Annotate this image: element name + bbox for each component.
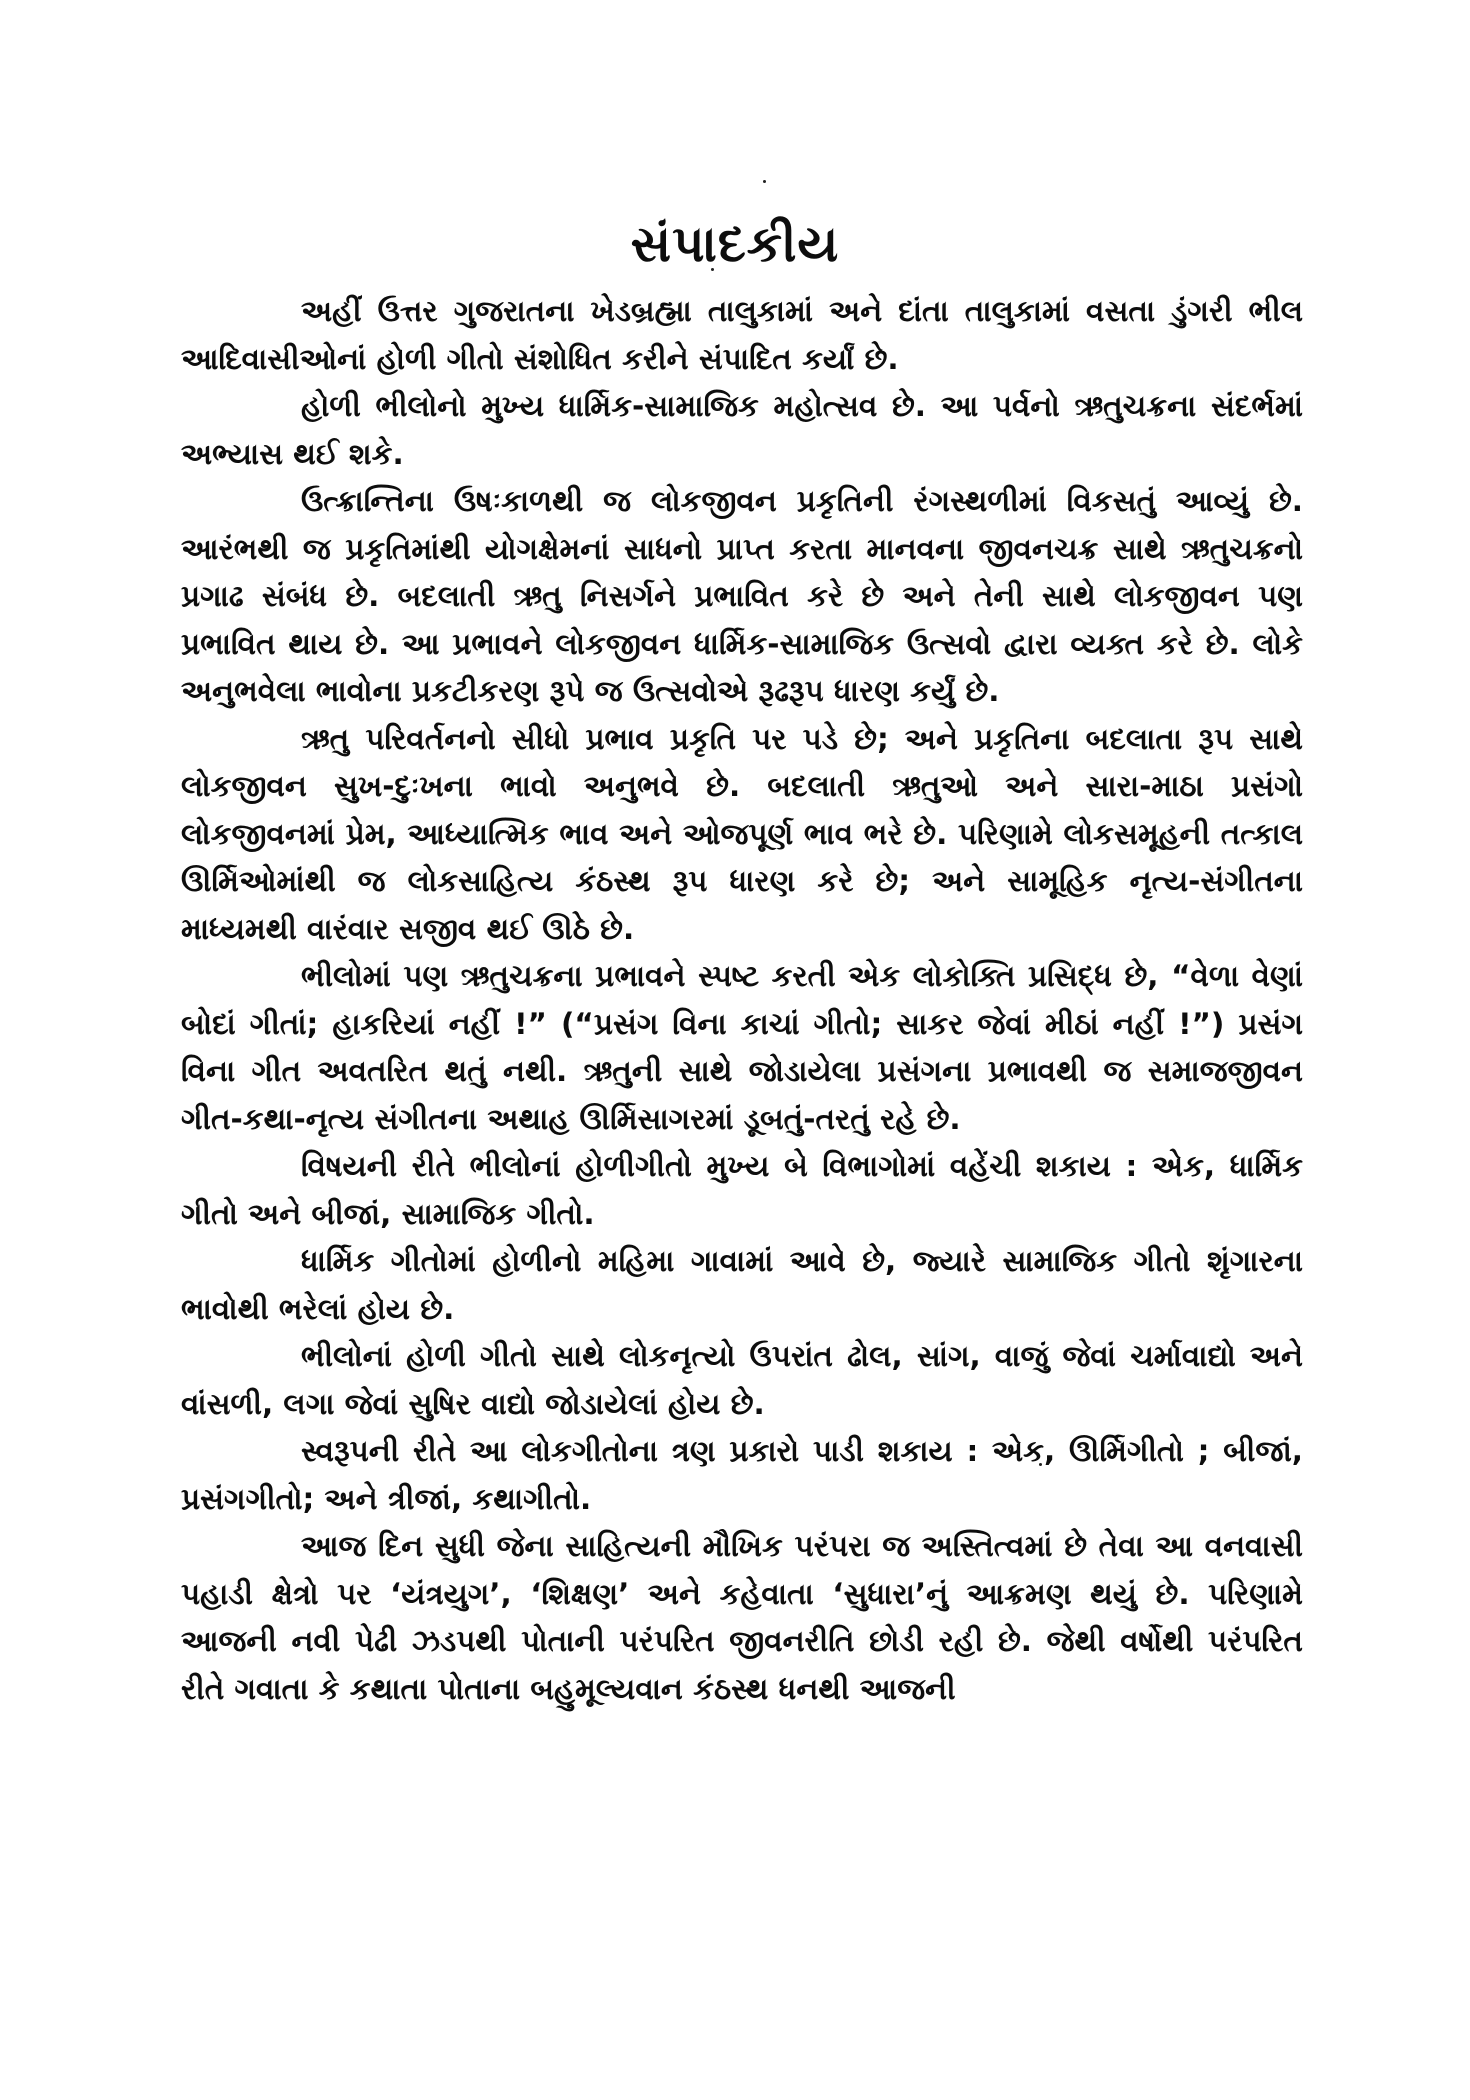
paragraph: હોળી ભીલોનો મુખ્ય ધાર્મિક-સામાજિક મહોત્સવ છે. આ પર્વનો ઋતુચક્રના સંદર્ભમાં અભ્યાસ થઈ શકે. (181, 389, 1303, 471)
paragraph: ભીલોમાં પણ ઋતુચક્રના પ્રભાવને સ્પષ્ટ કરતી એક લોકોક્તિ પ્રસિદ્ધ છે, “વેળા વેણાં બોદાં ગીતાં; હાકરિયાં નહીં !” (“પ્રસંગ વિના કાચાં ગીતો; સાકર જેવાં મીઠાં નહીં !”) પ્રસંગ વિના ગીત અવતરિત થતું નથી. ઋતુની સાથે જોડાયેલા પ્રસંગના પ્રભાવથી જ સમાજજીવન ગીત-કથા-નૃત્ય સંગીતના અથાહ ઊર્મિસાગરમાં ડૂબતું-તરતું રહે છે. (181, 959, 1303, 1136)
body-text (181, 288, 1303, 1713)
paragraph: અહીં ઉત્તર ગુજરાતના ખેડબ્રહ્મા તાલુકામાં અને દાંતા તાલુકામાં વસતા ડુંગરી ભીલ આદિવાસીઓનાં હોળી ગીતો સંશોધિત કરીને સંપાદિત કર્યાં છે. (181, 294, 1303, 376)
paragraph: આજ દિન સુધી જેના સાહિત્યની મૌખિક પરંપરા જ અસ્તિત્વમાં છે તેવા આ વનવાસી પહાડી ક્ષેત્રો પર ‘યંત્રયુગ’, ‘શિક્ષણ’ અને કહેવાતા ‘સુધારા’નું આક્રમણ થયું છે. પરિણામે આજની નવી પેઢી ઝડપથી પોતાની પરંપરિત જીવનરીતિ છોડી રહી છે. જેથી વર્ષોથી પરંપરિત રીતે ગવાતા કે કથાતા પોતાના બહુમૂલ્યવાન કંઠસ્થ ધનથી આજની (181, 1529, 1303, 1706)
paragraph: ધાર્મિક ગીતોમાં હોળીનો મહિમા ગાવામાં આવે છે, જ્યારે સામાજિક ગીતો શૃંગારના ભાવોથી ભરેલાં હોય છે. (181, 1244, 1303, 1326)
scan-speck (763, 180, 766, 183)
paragraph: સ્વરૂપની રીતે આ લોકગીતોના ત્રણ પ્રકારો પાડી શકાય : એક, ઊર્મિગીતો ; બીજાં, પ્રસંગગીતો; અને ત્રીજાં, કથાગીતો. (181, 1434, 1303, 1516)
paragraph: ઉત્ક્રાન્તિના ઉષઃકાળથી જ લોકજીવન પ્રકૃતિની રંગસ્થળીમાં વિકસતું આવ્યું છે. આરંભથી જ પ્રકૃતિમાંથી યોગક્ષેમનાં સાધનો પ્રાપ્ત કરતા માનવના જીવનચક્ર સાથે ઋતુચક્રનો પ્રગાઢ સંબંધ છે. બદલાતી ઋતુ નિસર્ગને પ્રભાવિત કરે છે અને તેની સાથે લોકજીવન પણ પ્રભાવિત થાય છે. આ પ્રભાવને લોકજીવન ધાર્મિક-સામાજિક ઉત્સવો દ્વારા વ્યક્ત કરે છે. લોકે અનુભવેલા ભાવોના પ્રકટીકરણ રૂપે જ ઉત્સવોએ રૂઢરૂપ ધારણ કર્યું છે. (181, 484, 1303, 708)
paragraph: ભીલોનાં હોળી ગીતો સાથે લોકનૃત્યો ઉપરાંત ઢોલ, સાંગ, વાજું જેવાં ચર્માવાદ્યો અને વાંસળી, લગા જેવાં સુષિર વાદ્યો જોડાયેલાં હોય છે. (181, 1339, 1303, 1421)
page-title: સંપાદકીય (630, 215, 840, 273)
paragraph: ઋતુ પરિવર્તનનો સીધો પ્રભાવ પ્રકૃતિ પર પડે છે; અને પ્રકૃતિના બદલાતા રૂપ સાથે લોકજીવન સુખ-દુઃખના ભાવો અનુભવે છે. બદલાતી ઋતુઓ અને સારા-માઠા પ્રસંગો લોકજીવનમાં પ્રેમ, આધ્યાત્મિક ભાવ અને ઓજપૂર્ણ ભાવ ભરે છે. પરિણામે લોકસમૂહની તત્કાલ ઊર્મિઓમાંથી જ લોકસાહિત્ય કંઠસ્થ રૂપ ધારણ કરે છે; અને સામૂહિક નૃત્ય-સંગીતના માધ્યમથી વારંવાર સજીવ થઈ ઊઠે છે. (181, 721, 1303, 946)
paragraph: વિષયની રીતે ભીલોનાં હોળીગીતો મુખ્ય બે વિભાગોમાં વહેંચી શકાય : એક, ધાર્મિક ગીતો અને બીજાં, સામાજિક ગીતો. (181, 1149, 1303, 1231)
